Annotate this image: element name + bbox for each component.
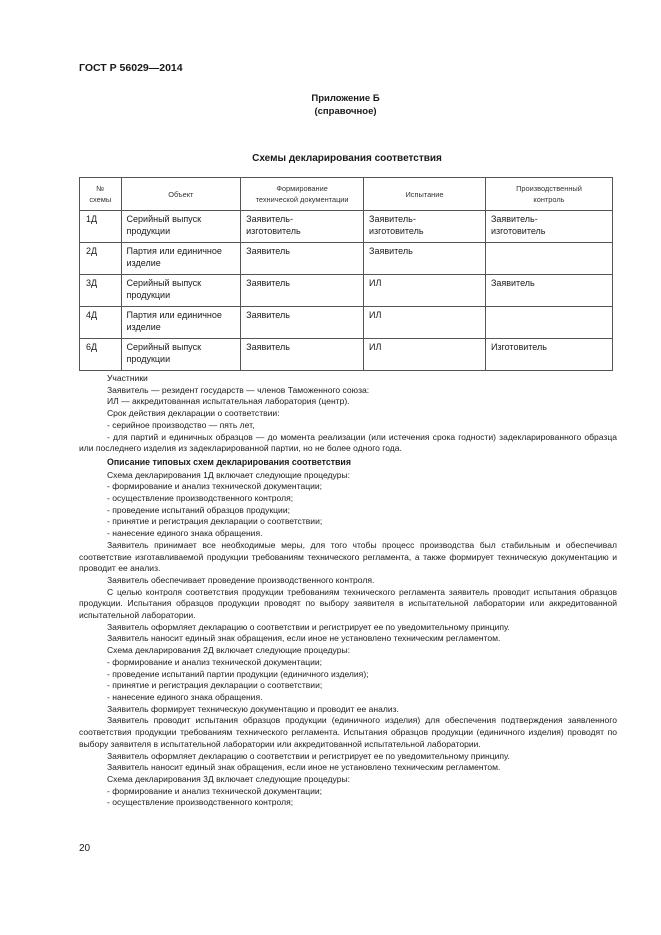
cell-number: 2Д bbox=[80, 243, 122, 275]
cell-object: Партия или единичное изделие bbox=[121, 307, 241, 339]
section-heading: Описание типовых схем декларирования соответствия bbox=[107, 456, 351, 467]
paragraph: - осуществление производственного контроля; bbox=[107, 797, 294, 808]
cell-testing: Заявитель- изготовитель bbox=[364, 211, 486, 243]
paragraph: Заявитель формирует техническую документацию и проводит ее анализ. bbox=[107, 703, 399, 714]
body-text bbox=[79, 373, 617, 809]
paragraph: Заявитель принимает все необходимые меры, для того чтобы процесс производства был стабильным и обеспечивал соответствие изготавливаемой продукции требованиям технического регламента, а также формирует техническую документацию и проводит ее анализ. bbox=[79, 539, 617, 574]
paragraph: Заявитель наносит единый знак обращения, если иное не установлено техническим регламентом. bbox=[107, 762, 501, 773]
paragraph: Заявитель — резидент государств — членов Таможенного союза: bbox=[107, 384, 370, 395]
paragraph: С целью контроля соответствия продукции требованиям технического регламента заявитель проводит испытания образцов продукции. Испытания образцов продукции проводят по выбору заявителя в испытательной лаборатории или аккредитованной испытательной лаборатории. bbox=[79, 586, 617, 621]
table-row bbox=[80, 307, 613, 339]
header-object: Объект bbox=[121, 178, 241, 211]
paragraph: Схема декларирования 2Д включает следующие процедуры: bbox=[107, 645, 350, 656]
paragraph: - для партий и единичных образцов — до момента реализации (или истечения срока годности) задекларированного образца или последнего изделия из задекларированной партии, но не более одного года. bbox=[79, 431, 617, 454]
appendix-title: Приложение Б bbox=[311, 93, 380, 104]
paragraph: - проведение испытаний образцов продукции; bbox=[107, 504, 290, 515]
cell-production-control bbox=[485, 307, 612, 339]
schemes-table bbox=[79, 177, 613, 371]
paragraph: Участники bbox=[107, 373, 148, 383]
cell-documentation: Заявитель bbox=[241, 275, 364, 307]
paragraph: - формирование и анализ технической документации; bbox=[107, 656, 323, 667]
appendix-heading bbox=[0, 92, 661, 118]
cell-object: Партия или единичное изделие bbox=[121, 243, 241, 275]
paragraph: Схема декларирования 1Д включает следующие процедуры: bbox=[107, 469, 350, 480]
header-testing: Испытание bbox=[364, 178, 486, 211]
paragraph: - нанесение единого знака обращения. bbox=[107, 528, 263, 539]
cell-production-control: Изготовитель bbox=[485, 339, 612, 371]
cell-testing: ИЛ bbox=[364, 339, 486, 371]
cell-documentation: Заявитель bbox=[241, 307, 364, 339]
cell-production-control bbox=[485, 243, 612, 275]
cell-number: 3Д bbox=[80, 275, 122, 307]
header-documentation: Формирование технической документации bbox=[241, 178, 364, 211]
paragraph: - проведение испытаний партии продукции (единичного изделия); bbox=[107, 668, 369, 679]
paragraph: Срок действия декларации о соответствии: bbox=[107, 408, 280, 419]
table-row bbox=[80, 339, 613, 371]
cell-testing: ИЛ bbox=[364, 275, 486, 307]
cell-documentation: Заявитель- изготовитель bbox=[241, 211, 364, 243]
paragraph: Заявитель оформляет декларацию о соответствии и регистрирует ее по уведомительному принципу. bbox=[107, 750, 510, 761]
paragraph: - формирование и анализ технической документации; bbox=[107, 481, 323, 492]
cell-documentation: Заявитель bbox=[241, 243, 364, 275]
paragraph: Схема декларирования 3Д включает следующие процедуры: bbox=[107, 773, 350, 784]
standard-code: ГОСТ Р 56029—2014 bbox=[79, 62, 183, 74]
table-row bbox=[80, 211, 613, 243]
cell-object: Серийный выпуск продукции bbox=[121, 339, 241, 371]
cell-number: 6Д bbox=[80, 339, 122, 371]
paragraph: Заявитель обеспечивает проведение производственного контроля. bbox=[107, 574, 375, 585]
cell-number: 4Д bbox=[80, 307, 122, 339]
table-header-row bbox=[80, 178, 613, 211]
table-title: Схемы декларирования соответствия bbox=[252, 153, 442, 164]
cell-documentation: Заявитель bbox=[241, 339, 364, 371]
page-number: 20 bbox=[79, 843, 91, 854]
paragraph: - серийное производство — пять лет, bbox=[107, 419, 255, 430]
cell-object: Серийный выпуск продукции bbox=[121, 211, 241, 243]
cell-number: 1Д bbox=[80, 211, 122, 243]
paragraph: ИЛ — аккредитованная испытательная лаборатория (центр). bbox=[107, 396, 350, 407]
paragraph: - нанесение единого знака обращения. bbox=[107, 691, 263, 702]
cell-testing: ИЛ bbox=[364, 307, 486, 339]
header-number: № схемы bbox=[80, 178, 122, 211]
cell-object: Серийный выпуск продукции bbox=[121, 275, 241, 307]
paragraph: - принятие и регистрация декларации о соответствии; bbox=[107, 680, 323, 691]
cell-production-control: Заявитель bbox=[485, 275, 612, 307]
paragraph: Заявитель проводит испытания образцов продукции (единичного изделия) для обеспечения подтверждения заявленного соответствия продукции требованиям технического регламента. Испытания образцов продукции (единичного изделия) проводят по выбору заявителя в испытательной лаборатории или аккредитованной испытательной лаборатории. bbox=[79, 715, 617, 749]
table-row bbox=[80, 243, 613, 275]
paragraph: - осуществление производственного контроля; bbox=[107, 493, 294, 504]
header-production-control: Производственный контроль bbox=[485, 178, 612, 211]
paragraph: - формирование и анализ технической документации; bbox=[107, 785, 323, 796]
paragraph: Заявитель оформляет декларацию о соответствии и регистрирует ее по уведомительному принципу. bbox=[107, 621, 510, 632]
appendix-subtitle: (справочное) bbox=[314, 106, 377, 117]
paragraph: - принятие и регистрация декларации о соответствии; bbox=[107, 516, 323, 527]
table-row bbox=[80, 275, 613, 307]
cell-production-control: Заявитель- изготовитель bbox=[485, 211, 612, 243]
cell-testing: Заявитель bbox=[364, 243, 486, 275]
paragraph: Заявитель наносит единый знак обращения, если иное не установлено техническим регламентом. bbox=[107, 633, 501, 644]
